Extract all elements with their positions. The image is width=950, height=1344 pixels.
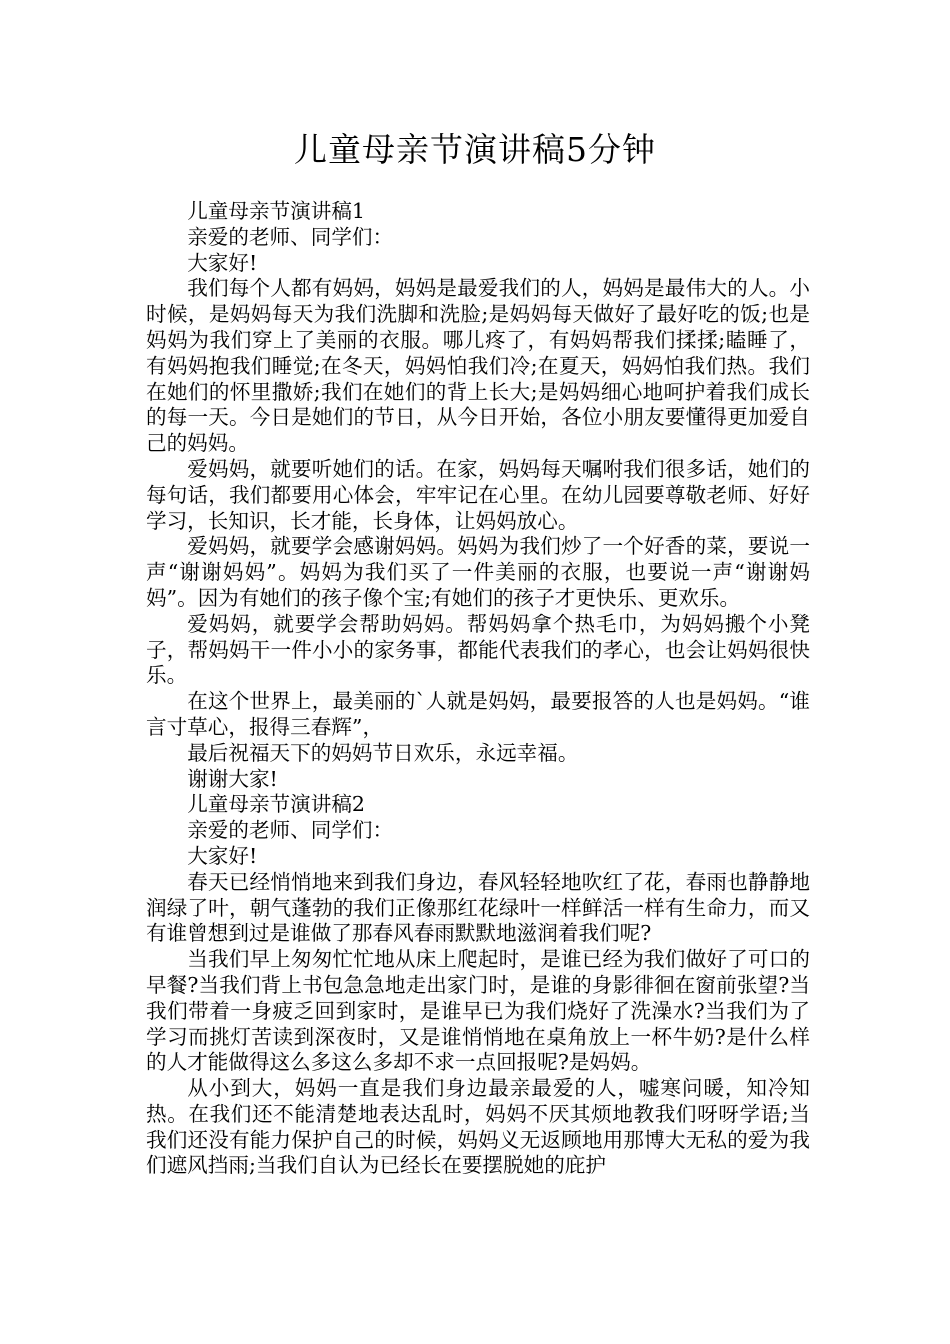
paragraph: 大家好!: [187, 250, 258, 275]
paragraph: 爱妈妈，就要学会帮助妈妈。帮妈妈拿个热毛巾，为妈妈搬个小凳子，帮妈妈干一件小小的家务事，都能代表我们的孝心，也会让妈妈很快乐。: [146, 611, 810, 688]
paragraph: 春天已经悄悄地来到我们身边，春风轻轻地吹红了花，春雨也静静地润绿了叶，朝气蓬勃的我们正像那红花绿叶一样鲜活一样有生命力，而又有谁曾想到过是谁做了那春风春雨默默地滋润着我们呢?: [146, 869, 810, 946]
document-body: [146, 199, 810, 1179]
paragraph: 爱妈妈，就要学会感谢妈妈。妈妈为我们炒了一个好香的菜，要说一声“谢谢妈妈”。妈妈为我们买了一件美丽的衣服，也要说一声“谢谢妈妈”。因为有她们的孩子像个宝;有她们的孩子才更快乐、更欢乐。: [146, 534, 810, 610]
paragraph: 爱妈妈，就要听她们的话。在家，妈妈每天嘱咐我们很多话，她们的每句话，我们都要用心体会，牢牢记在心里。在幼儿园要尊敬老师、好好学习，长知识，长才能，长身体，让妈妈放心。: [146, 456, 810, 533]
paragraph: 儿童母亲节演讲稿2: [187, 792, 366, 817]
paragraph: 在这个世界上，最美丽的`人就是妈妈，最要报答的人也是妈妈。“谁言寸草心，报得三春辉”，: [146, 689, 810, 739]
paragraph: 谢谢大家!: [187, 766, 278, 791]
paragraph: 亲爱的老师、同学们：: [187, 818, 394, 843]
paragraph: 我们每个人都有妈妈，妈妈是最爱我们的人，妈妈是最伟大的人。小时候，是妈妈每天为我们洗脚和洗脸;是妈妈每天做好了最好吃的饭;也是妈妈为我们穿上了美丽的衣服。哪儿疼了，有妈妈帮我们揉揉;瞌睡了，有妈妈抱我们睡觉;在冬天，妈妈怕我们冷;在夏天，妈妈怕我们热。我们在她们的怀里撒娇;我们在她们的背上长大;是妈妈细心地呵护着我们成长的每一天。今日是她们的节日，从今日开始，各位小朋友要懂得更加爱自己的妈妈。: [146, 276, 810, 456]
paragraph: 当我们早上匆匆忙忙地从床上爬起时，是谁已经为我们做好了可口的早餐?当我们背上书包急急地走出家门时，是谁的身影徘徊在窗前张望?当我们带着一身疲乏回到家时，是谁早已为我们烧好了洗澡水?当我们为了学习而挑灯苦读到深夜时，又是谁悄悄地在桌角放上一杯牛奶?是什么样的人才能做得这么多这么多却不求一点回报呢?是妈妈。: [146, 947, 810, 1075]
paragraph: 儿童母亲节演讲稿1: [187, 199, 366, 223]
paragraph: 最后祝福天下的妈妈节日欢乐，永远幸福。: [187, 740, 579, 765]
paragraph: 亲爱的老师、同学们：: [187, 224, 394, 249]
paragraph: 大家好!: [187, 843, 258, 868]
document-title: 儿童母亲节演讲稿5分钟: [294, 130, 656, 169]
paragraph: 从小到大，妈妈一直是我们身边最亲最爱的人，嘘寒问暖，知冷知热。在我们还不能清楚地表达乱时，妈妈不厌其烦地教我们呀呀学语;当我们还没有能力保护自己的时候，妈妈义无返顾地用那博大无私的爱为我们遮风挡雨;当我们自认为已经长在要摆脱她的庇护: [146, 1076, 810, 1178]
